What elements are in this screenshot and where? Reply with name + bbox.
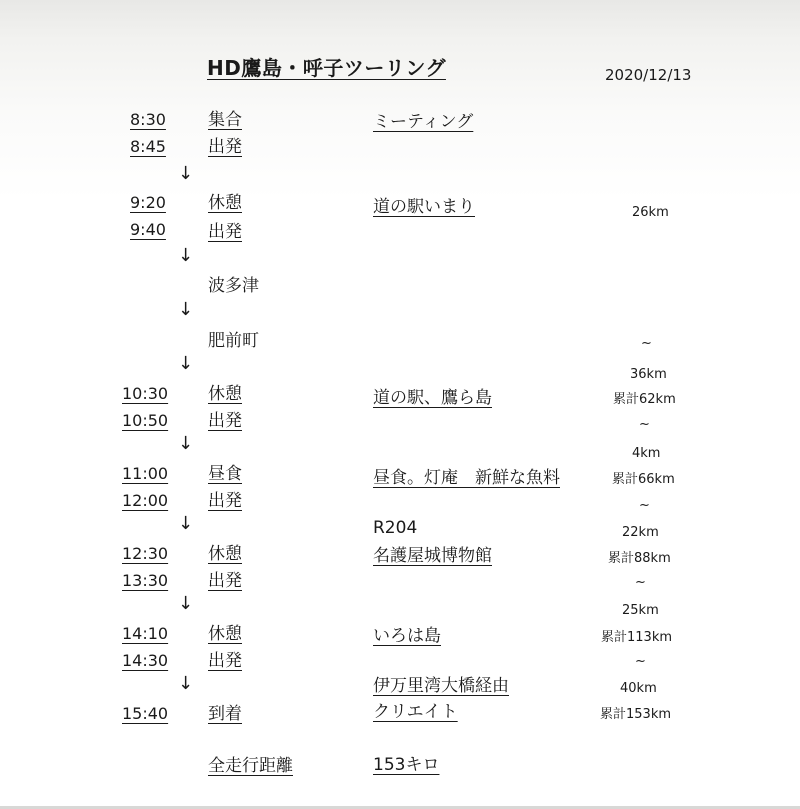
down-arrow-icon: ↓ — [178, 593, 194, 614]
activity-label: 出発 — [208, 491, 242, 511]
waypoint-label: 肥前町 — [208, 331, 259, 351]
down-arrow-icon: ↓ — [178, 673, 194, 694]
time-label: 12:30 — [122, 544, 169, 563]
page-title: HD鷹島・呼子ツーリング — [207, 56, 446, 80]
distance-label: 36km — [630, 367, 667, 382]
time-label: 10:50 — [122, 411, 169, 430]
distance-label: 4km — [632, 446, 661, 461]
time-label: 14:10 — [122, 624, 169, 643]
activity-label: 出発 — [208, 222, 242, 242]
tilde-mark: ~ — [639, 417, 650, 432]
tilde-mark: ~ — [641, 336, 652, 351]
down-arrow-icon: ↓ — [178, 163, 194, 184]
activity-label: 休憩 — [208, 384, 242, 404]
activity-label: 出発 — [208, 651, 242, 671]
schedule-date: 2020/12/13 — [605, 66, 692, 84]
location-label: いろは島 — [373, 626, 441, 646]
tilde-mark: ~ — [639, 498, 650, 513]
location-label: ミーティング — [373, 112, 474, 132]
cumulative-distance-label: 累計62km — [613, 392, 676, 407]
activity-label: 出発 — [208, 571, 242, 591]
time-label: 15:40 — [122, 704, 169, 723]
waypoint-label: 波多津 — [208, 276, 259, 296]
time-label: 13:30 — [122, 571, 169, 590]
total-distance-label: 全走行距離 — [208, 756, 293, 776]
time-label: 8:45 — [130, 137, 166, 156]
location-label: 昼食。灯庵 新鮮な魚料 — [373, 468, 560, 488]
activity-label: 出発 — [208, 137, 242, 157]
down-arrow-icon: ↓ — [178, 513, 194, 534]
down-arrow-icon: ↓ — [178, 433, 194, 454]
down-arrow-icon: ↓ — [178, 299, 194, 320]
time-label: 9:40 — [130, 220, 166, 239]
time-label: 14:30 — [122, 651, 169, 670]
time-label: 11:00 — [122, 464, 169, 483]
activity-label: 休憩 — [208, 193, 242, 213]
activity-label: 休憩 — [208, 624, 242, 644]
time-label: 8:30 — [130, 110, 166, 129]
cumulative-distance-label: 累計88km — [608, 551, 671, 566]
tilde-mark: ~ — [635, 575, 646, 590]
route-note-label: R204 — [373, 518, 418, 538]
distance-label: 25km — [622, 603, 659, 618]
distance-label: 22km — [622, 525, 659, 540]
total-distance-value: 153キロ — [373, 755, 440, 775]
distance-label: 26km — [632, 205, 669, 220]
location-label: 道の駅いまり — [373, 197, 475, 217]
cumulative-distance-label: 累計153km — [600, 707, 672, 722]
down-arrow-icon: ↓ — [178, 353, 194, 374]
tilde-mark: ~ — [635, 654, 646, 669]
activity-label: 休憩 — [208, 544, 242, 564]
time-label: 9:20 — [130, 193, 166, 212]
activity-label: 昼食 — [208, 464, 242, 484]
time-label: 12:00 — [122, 491, 169, 510]
activity-label: 集合 — [208, 110, 242, 130]
location-label: 道の駅、鷹ら島 — [373, 388, 492, 408]
location-label: クリエイト — [373, 702, 458, 722]
distance-label: 40km — [620, 681, 657, 696]
time-label: 10:30 — [122, 384, 169, 403]
route-note-label: 伊万里湾大橋経由 — [373, 676, 509, 696]
cumulative-distance-label: 累計66km — [612, 472, 675, 487]
cumulative-distance-label: 累計113km — [601, 630, 673, 645]
location-label: 名護屋城博物館 — [373, 546, 492, 566]
activity-label: 到着 — [208, 704, 242, 724]
activity-label: 出発 — [208, 411, 242, 431]
down-arrow-icon: ↓ — [178, 245, 194, 266]
